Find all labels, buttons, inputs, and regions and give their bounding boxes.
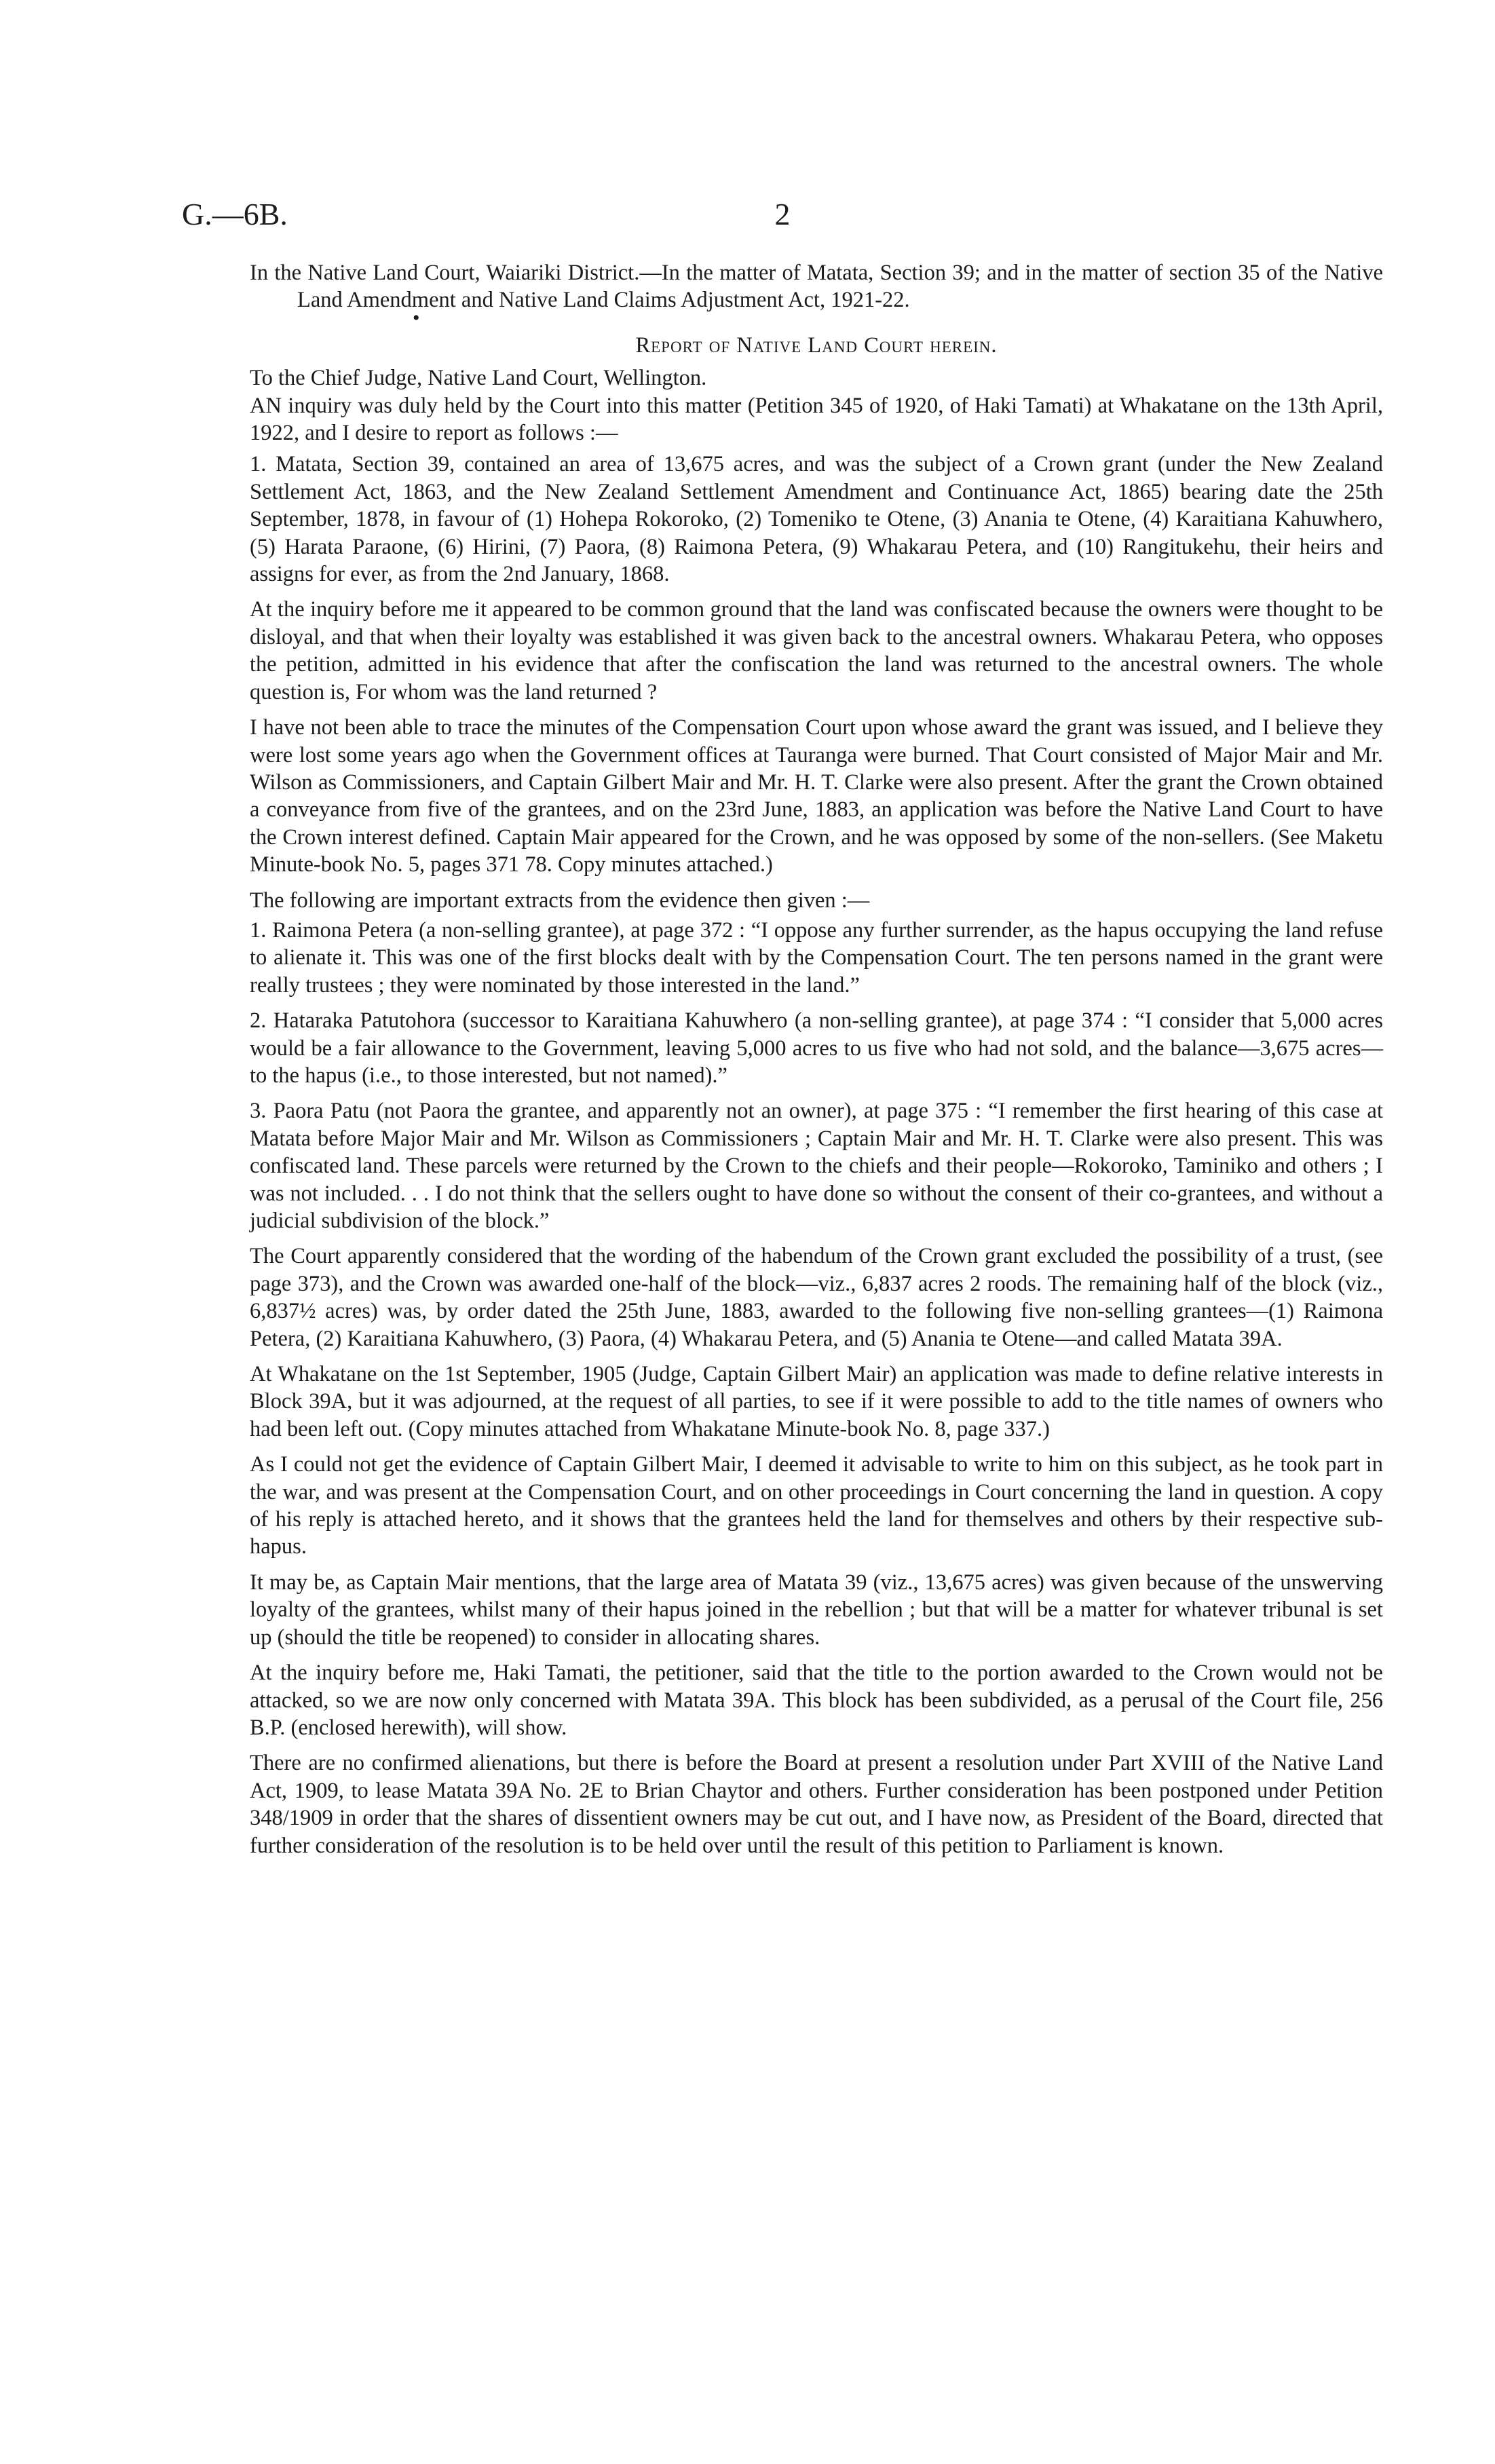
page-number: 2 xyxy=(774,197,791,231)
paragraph-habendum: The Court apparently considered that the wording of the habendum of the Crown grant excluded the possibility of a trust, (see page 373), and the Crown was awarded one-half of the block—viz., 6,837 acres 2 roods. The remaining half of the block (viz., 6,837½ acres) was, by order dated the 25th June, 1883, awarded to the following five non-selling grantees—(1) Raimona Petera, (2) Karaitiana Kahuwhero, (3) Paora, (4) Whakarau Petera, and (5) Anania te Otene—and called Matata 39A. xyxy=(250,1244,1383,1351)
paragraph-alienations: There are no confirmed alienations, but there is before the Board at present a resolution under Part XVIII of the Native Land Act, 1909, to lease Matata 39A No. 2E to Brian Chaytor and others. Further consideration has been postponed under Petition 348/1909 in order that the shares of dissentient owners may be cut out, and I have now, as President of the Board, directed that further consideration of the resolution is to be held over until the result of this petition to Parliament is known. xyxy=(250,1751,1383,1858)
document-code: G.—6B. xyxy=(182,197,288,231)
document-body xyxy=(250,259,1383,1868)
paragraph-confiscation: At the inquiry before me it appeared to be common ground that the land was confiscated because the owners were thought to be disloyal, and that when their loyalty was established it was given back to the ancestral owners. Whakarau Petera, who opposes the petition, admitted in his evidence that after the confiscation the land was returned to the ancestral owners. The whole question is, For whom was the land returned ? xyxy=(250,597,1383,704)
paragraph-loyalty: It may be, as Captain Mair mentions, that the large area of Matata 39 (viz., 13,675 acres) was given because of the unswerving loyalty of the grantees, whilst many of their hapus joined in the rebellion ; but that will be a matter for whatever tribunal is set up (should the title be reopened) to consider in allocating shares. xyxy=(250,1570,1383,1650)
paragraph-matata-grant: 1. Matata, Section 39, contained an area of 13,675 acres, and was the subject of a Crown grant (under the New Zealand Settlement Act, 1863, and the New Zealand Settlement Amendment and Continuance Act, 1865) bearing date the 25th September, 1878, in favour of (1) Hohepa Rokoroko, (2) Tomeniko te Otene, (3) Anania te Otene, (4) Karaitiana Kahuwhero, (5) Harata Paraone, (6) Hirini, (7) Paora, (8) Raimona Petera, (9) Whakarau Petera, and (10) Rangitukehu, their heirs and assigns for ever, as from the 2nd January, 1868. xyxy=(250,452,1383,587)
paragraph-extract-2: 2. Hataraka Patutohora (successor to Karaitiana Kahuwhero (a non-selling grantee), at page 374 : “I consider that 5,000 acres would be a fair allowance to the Government, leaving 5,000 acres to us five who had not sold, and the balance—3,675 acres—to the hapus (i.e., to those interested, but not named).” xyxy=(250,1008,1383,1088)
report-title xyxy=(250,332,1383,359)
court-heading: In the Native Land Court, Waiariki District.—In the matter of Matata, Section 39; and in the matter of section 35 of the Native Land Amendment and Native Land Claims Adjustment Act, 1921-22. xyxy=(250,261,1383,313)
heading-mark xyxy=(250,306,1383,332)
paragraph-intro: AN inquiry was duly held by the Court into this matter (Petition 345 of 1920, of Haki Tamati) at Whakatane on the 13th April, 1922, and I desire to report as follows :— xyxy=(250,393,1383,446)
page-header xyxy=(182,194,1383,235)
paragraph-extract-3: 3. Paora Patu (not Paora the grantee, and apparently not an owner), at page 375 : “I remember the first hearing of this case at Matata before Major Mair and Mr. Wilson as Commissioners ; Captain Mair and Mr. H. T. Clarke were also present. This was confiscated land. These parcels were returned by the Crown to the chiefs and their people—Rokoroko, Taminiko and others ; I was not included. . . I do not think that the sellers ought to have done so without the consent of their co-grantees, and without a judicial subdivision of the block.” xyxy=(250,1099,1383,1233)
heading-mark-dot: • xyxy=(413,306,420,329)
paragraph-extracts-intro: The following are important extracts from the evidence then given :— xyxy=(250,888,870,913)
paragraph-captain-mair-letter: As I could not get the evidence of Captain Gilbert Mair, I deemed it advisable to write to him on this subject, as he took part in the war, and was present at the Compensation Court, and on other proceedings in Court concerning the land in question. A copy of his reply is attached hereto, and it shows that the grantees held the land for themselves and others by their respective sub-hapus. xyxy=(250,1452,1383,1559)
paragraph-petitioner: At the inquiry before me, Haki Tamati, the petitioner, said that the title to the portion awarded to the Crown would not be attacked, so we are now only concerned with Matata 39A. This block has been subdivided, as a perusal of the Court file, 256 B.P. (enclosed herewith), will show. xyxy=(250,1661,1383,1740)
addressee-line: To the Chief Judge, Native Land Court, Wellington. xyxy=(250,366,707,391)
paragraph-extract-1: 1. Raimona Petera (a non-selling grantee), at page 372 : “I oppose any further surrender, as the hapus occupying the land refuse to alienate it. This was one of the first blocks dealt with by the Compensation Court. The ten persons named in the grant were really trustees ; they were nominated by those interested in the land.” xyxy=(250,917,1383,998)
paragraph-compensation-court: I have not been able to trace the minutes of the Compensation Court upon whose award the grant was issued, and I believe they were lost some years ago when the Government offices at Tauranga were burned. That Court consisted of Major Mair and Mr. Wilson as Commissioners, and Captain Gilbert Mair and Mr. H. T. Clarke were also present. After the grant the Crown obtained a conveyance from five of the grantees, and on the 23rd June, 1883, an application was before the Native Land Court to have the Crown interest defined. Captain Mair appeared for the Crown, and he was opposed by some of the non-sellers. (See Maketu Minute-book No. 5, pages 371 78. Copy minutes attached.) xyxy=(250,715,1383,877)
report-title-text: Report of Native Land Court herein. xyxy=(635,333,998,358)
paragraph-whakatane-1905: At Whakatane on the 1st September, 1905 (Judge, Captain Gilbert Mair) an application was made to define relative interests in Block 39A, but it was adjourned, at the request of all parties, to see if it were possible to add to the title names of owners who had been left out. (Copy minutes attached from Whakatane Minute-book No. 8, page 337.) xyxy=(250,1362,1383,1441)
